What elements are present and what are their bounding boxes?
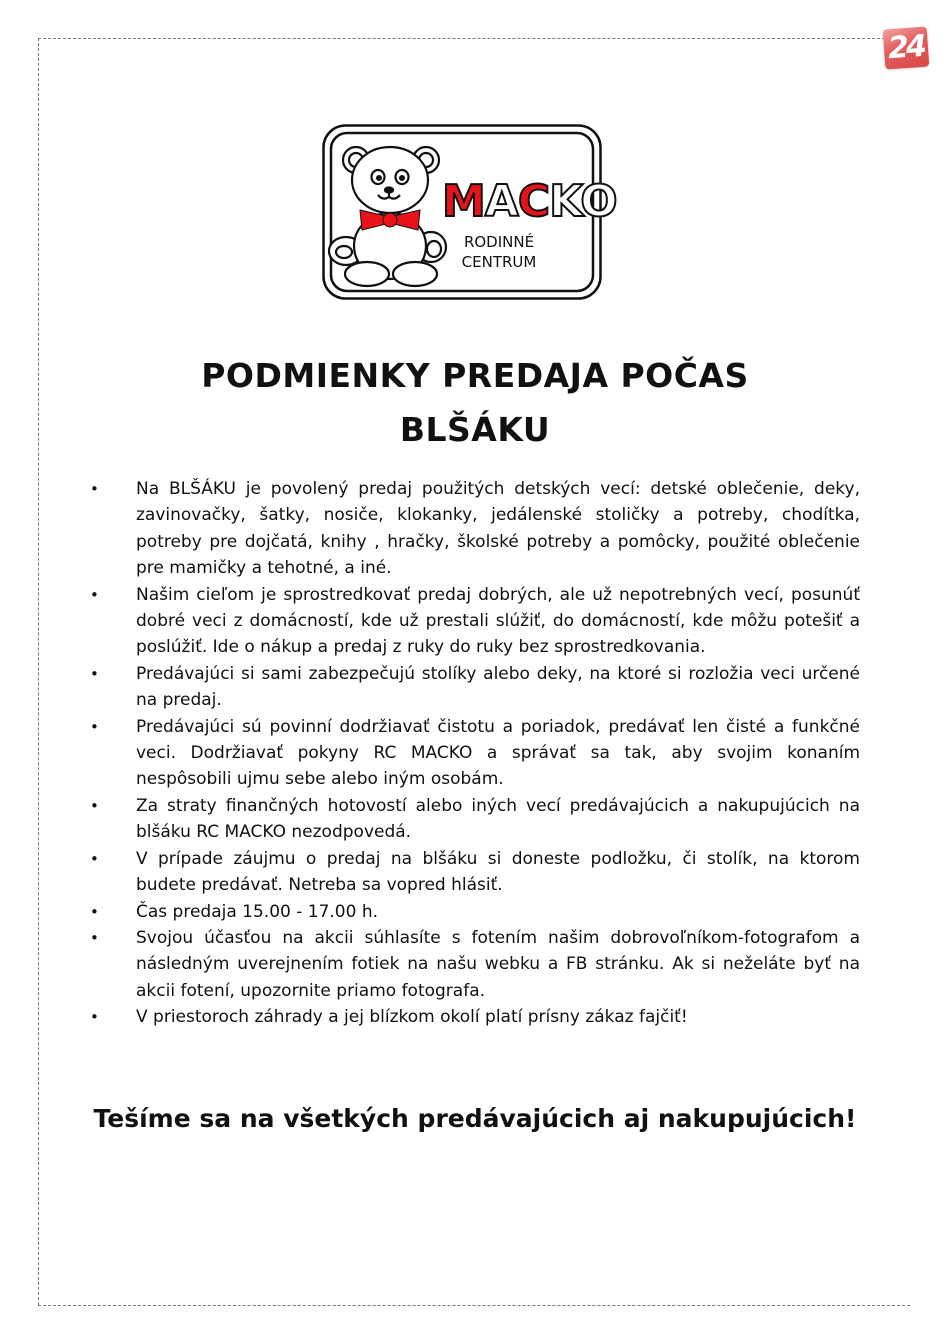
rule-item xyxy=(0,714,860,793)
rule-text: Predávajúci sú povinní dodržiavať čistotu a poriadok, predávať len čisté a funkčné veci. Dodržiavať pokyny RC MACKO a správať sa tak, aby svojim konaním nespôsobili ujmu sebe alebo iným osobám. xyxy=(136,716,860,790)
rule-item xyxy=(0,793,860,846)
bullet-icon: • xyxy=(90,717,99,736)
rule-text: V priestoroch záhrady a jej blízkom okolí platí prísny zákaz fajčiť! xyxy=(136,1007,688,1028)
document-title-line2: BLŠÁKU xyxy=(399,410,551,449)
rules-list xyxy=(0,476,950,1031)
bow-tie-icon xyxy=(360,210,420,230)
logo-subtitle-line2: CENTRUM xyxy=(461,253,537,271)
rule-item xyxy=(0,582,860,661)
page-border-bottom xyxy=(38,1305,910,1306)
portal-24-badge-icon xyxy=(883,27,930,70)
rule-item xyxy=(0,846,860,899)
bullet-icon: • xyxy=(90,902,99,921)
rule-text: Za straty finančných hotovostí alebo iných vecí predávajúcich a nakupujúcich na blšáku RC MACKO nezodpovedá. xyxy=(136,795,860,843)
bullet-icon: • xyxy=(90,585,99,604)
rule-text: Čas predaja 15.00 - 17.00 h. xyxy=(136,901,379,922)
bullet-icon: • xyxy=(90,928,99,947)
badge-label: 24 xyxy=(886,28,926,67)
rule-text: Predávajúci si sami zabezpečujú stolíky alebo deky, na ktoré si rozložia veci určené na predaj. xyxy=(136,663,860,711)
rule-item xyxy=(0,899,860,925)
logo-wordmark: MACKO xyxy=(442,176,617,227)
closing-message: Tešíme sa na všetkých predávajúcich aj nakupujúcich! xyxy=(93,1104,857,1133)
rule-text: Svojou účasťou na akcii súhlasíte s fotením našim dobrovoľníkom-fotografom a následným uverejnením fotiek na našu webku a FB stránku. Ak si neželáte byť na akcii fotení, upozornite priamo fotografa. xyxy=(136,927,860,1001)
rule-item xyxy=(0,925,860,1004)
bullet-icon: • xyxy=(90,664,99,683)
document-title-line1: PODMIENKY PREDAJA POČAS xyxy=(201,356,749,395)
rule-item xyxy=(0,476,860,582)
bullet-icon: • xyxy=(90,480,99,498)
rule-item xyxy=(0,661,860,714)
rule-text: Na BLŠÁKU je povolený predaj použitých detských vecí: detské oblečenie, deky, zavinovačky, šatky, nosiče, klokanky, jedálenské stoličky a potreby, chodítka, potreby pre dojčatá, knihy , hračky, školské potreby a pomôcky, použité oblečenie pre mamičky a tehotné, a iné. xyxy=(136,479,860,579)
rule-item xyxy=(0,1004,860,1030)
macko-logo xyxy=(322,124,617,300)
page-border-top xyxy=(38,38,895,39)
bullet-icon: • xyxy=(90,849,99,868)
bullet-icon: • xyxy=(90,1008,99,1027)
rule-text: Našim cieľom je sprostredkovať predaj dobrých, ale už nepotrebných vecí, posunúť dobré veci z domácností, kde už prestali slúžiť, do domácností, kde môžu potešiť a poslúžiť. Ide o nákup a predaj z ruky do ruky bez sprostredkovania. xyxy=(136,584,860,658)
rule-text: V prípade záujmu o predaj na blšáku si doneste podložku, či stolík, na ktorom budete predávať. Netreba sa vopred hlásiť. xyxy=(136,848,860,896)
bullet-icon: • xyxy=(90,796,99,815)
logo-subtitle-line1: RODINNÉ xyxy=(463,233,535,251)
